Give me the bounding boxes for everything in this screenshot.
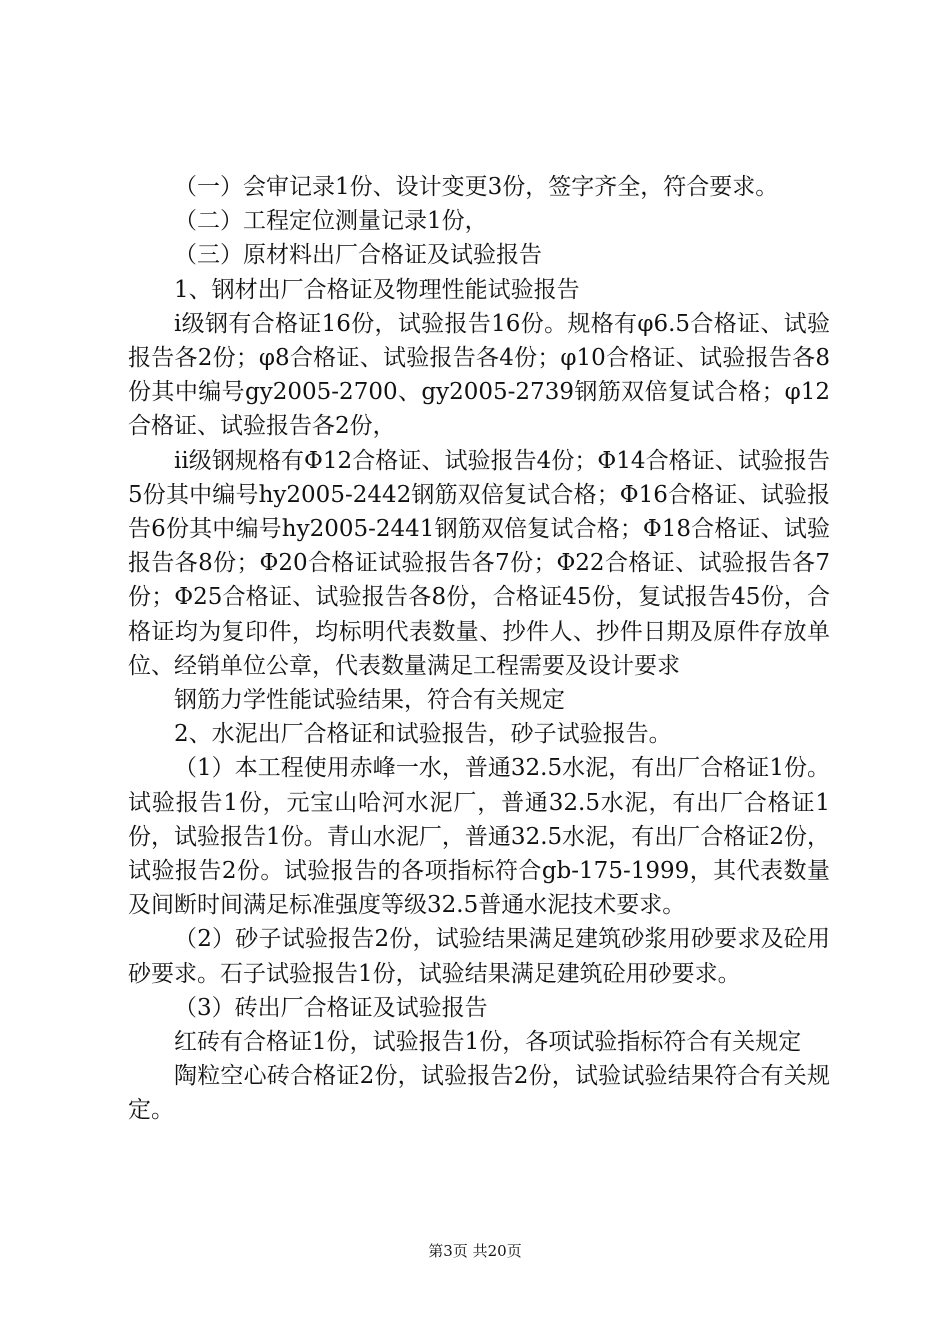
page-number-footer: 第3页 共20页 bbox=[428, 1242, 522, 1260]
paragraph-red-brick: 红砖有合格证1份，试验报告1份，各项试验指标符合有关规定 bbox=[174, 1029, 802, 1056]
paragraph-brick-heading: （3）砖出厂合格证及试验报告 bbox=[174, 994, 488, 1021]
paragraph-cement-heading: 2、水泥出厂合格证和试验报告，砂子试验报告。 bbox=[174, 721, 672, 748]
paragraph-ceramsite-brick: 陶粒空心砖合格证2份，试验报告2份，试验试验结果符合有关规定。 bbox=[128, 1063, 830, 1124]
paragraph-steel-heading: 1、钢材出厂合格证及物理性能试验报告 bbox=[174, 276, 580, 303]
paragraph-cement-details: （1）本工程使用赤峰一水，普通32.5水泥，有出厂合格证1份。试验报告1份，元宝山哈河水泥厂，普通32.5水泥，有出厂合格证1份，试验报告1份。青山水泥厂，普通32.5水泥，有出厂合格证2份，试验报告2份。试验报告的各项指标符合gb-175-1999，其代表数量及间断时间满足标准强度等级32.5普通水泥技术要求。 bbox=[128, 755, 830, 919]
paragraph-materials-heading: （三）原材料出厂合格证及试验报告 bbox=[174, 242, 542, 269]
document-body bbox=[128, 170, 830, 1128]
paragraph-positioning-survey: （二）工程定位测量记录1份， bbox=[174, 208, 488, 235]
paragraph-review-records: （一）会审记录1份、设计变更3份，签字齐全，符合要求。 bbox=[174, 174, 779, 200]
paragraph-grade-i-steel: i级钢有合格证16份，试验报告16份。规格有φ6.5合格证、试验报告各2份；φ8合格证、试验报告各4份；φ10合格证、试验报告各8份其中编号gy2005-2700、gy2005-2739钢筋双倍复试合格；φ12合格证、试验报告各2份， bbox=[128, 310, 830, 440]
paragraph-steel-mechanical-result: 钢筋力学性能试验结果，符合有关规定 bbox=[174, 687, 565, 714]
paragraph-sand-stone: （2）砂子试验报告2份，试验结果满足建筑砂浆用砂要求及砼用砂要求。石子试验报告1份，试验结果满足建筑砼用砂要求。 bbox=[128, 926, 830, 987]
paragraph-grade-ii-steel: ii级钢规格有Φ12合格证、试验报告4份；Φ14合格证、试验报告5份其中编号hy2005-2442钢筋双倍复试合格；Φ16合格证、试验报告6份其中编号hy2005-2441钢筋双倍复试合格；Φ18合格证、试验报告各8份；Φ20合格证试验报告各7份；Φ22合格证、试验报告各7份；Φ25合格证、试验报告各8份，合格证45份，复试报告45份，合格证均为复印件，均标明代表数量、抄件人、抄件日期及原件存放单位、经销单位公章，代表数量满足工程需要及设计要求 bbox=[128, 447, 830, 679]
